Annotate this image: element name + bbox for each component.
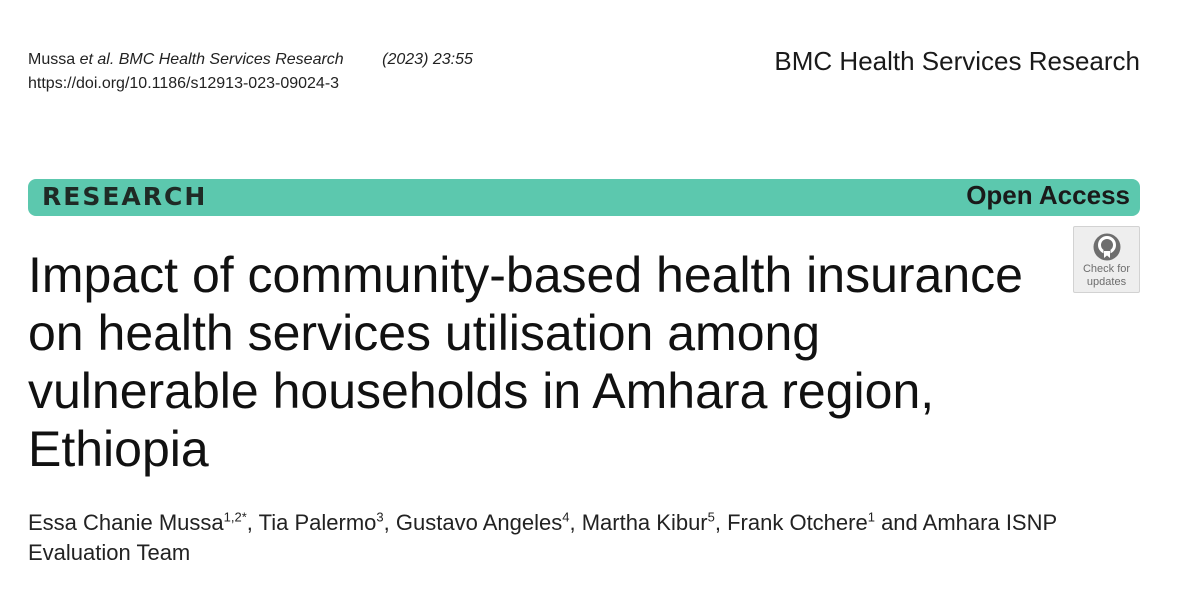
author-affiliation: 4 xyxy=(562,509,570,525)
citation-authors: Mussa xyxy=(28,51,80,68)
citation-line xyxy=(28,48,473,72)
author-affiliation: 3 xyxy=(376,509,384,525)
citation-et-al: et al. xyxy=(79,51,115,68)
badge-text-line2: updates xyxy=(1086,276,1127,288)
author-list xyxy=(28,508,1128,568)
journal-name: BMC Health Services Research xyxy=(774,46,1140,76)
crossmark-icon xyxy=(1092,232,1122,262)
author-name[interactable]: Amhara ISNP Evaluation Team xyxy=(28,510,1057,565)
badge-text-line1: Check for xyxy=(1082,263,1131,275)
author-separator: , xyxy=(569,510,582,535)
open-access-label: Open Access xyxy=(966,180,1130,210)
article-type-banner xyxy=(28,179,1140,216)
author-affiliation: 1,2* xyxy=(223,509,247,525)
citation-block xyxy=(28,48,473,96)
author-affiliation: 5 xyxy=(707,509,715,525)
article-type-label: RESEARCH xyxy=(42,182,208,211)
citation-journal: BMC Health Services Research xyxy=(118,51,344,68)
author-name[interactable]: Gustavo Angeles xyxy=(395,510,563,535)
author-separator: , xyxy=(714,510,728,535)
doi-link[interactable]: https://doi.org/10.1186/s12913-023-09024-3 xyxy=(28,75,340,92)
author-affiliation: 1 xyxy=(867,509,875,525)
citation-year-volume: (2023) 23:55 xyxy=(382,51,473,68)
article-title: Impact of community-based health insurance on health services utilisation among vulnerable households in Amhara region, Ethiopia xyxy=(28,247,1023,477)
author-name[interactable]: Martha Kibur xyxy=(581,510,708,535)
author-name[interactable]: Tia Palermo xyxy=(258,510,377,535)
author-separator: , xyxy=(383,510,396,535)
check-for-updates-button[interactable] xyxy=(1073,226,1140,293)
author-separator: , xyxy=(246,510,259,535)
author-separator: and xyxy=(874,510,923,535)
author-name[interactable]: Essa Chanie Mussa xyxy=(28,510,224,535)
author-name[interactable]: Frank Otchere xyxy=(727,510,868,535)
